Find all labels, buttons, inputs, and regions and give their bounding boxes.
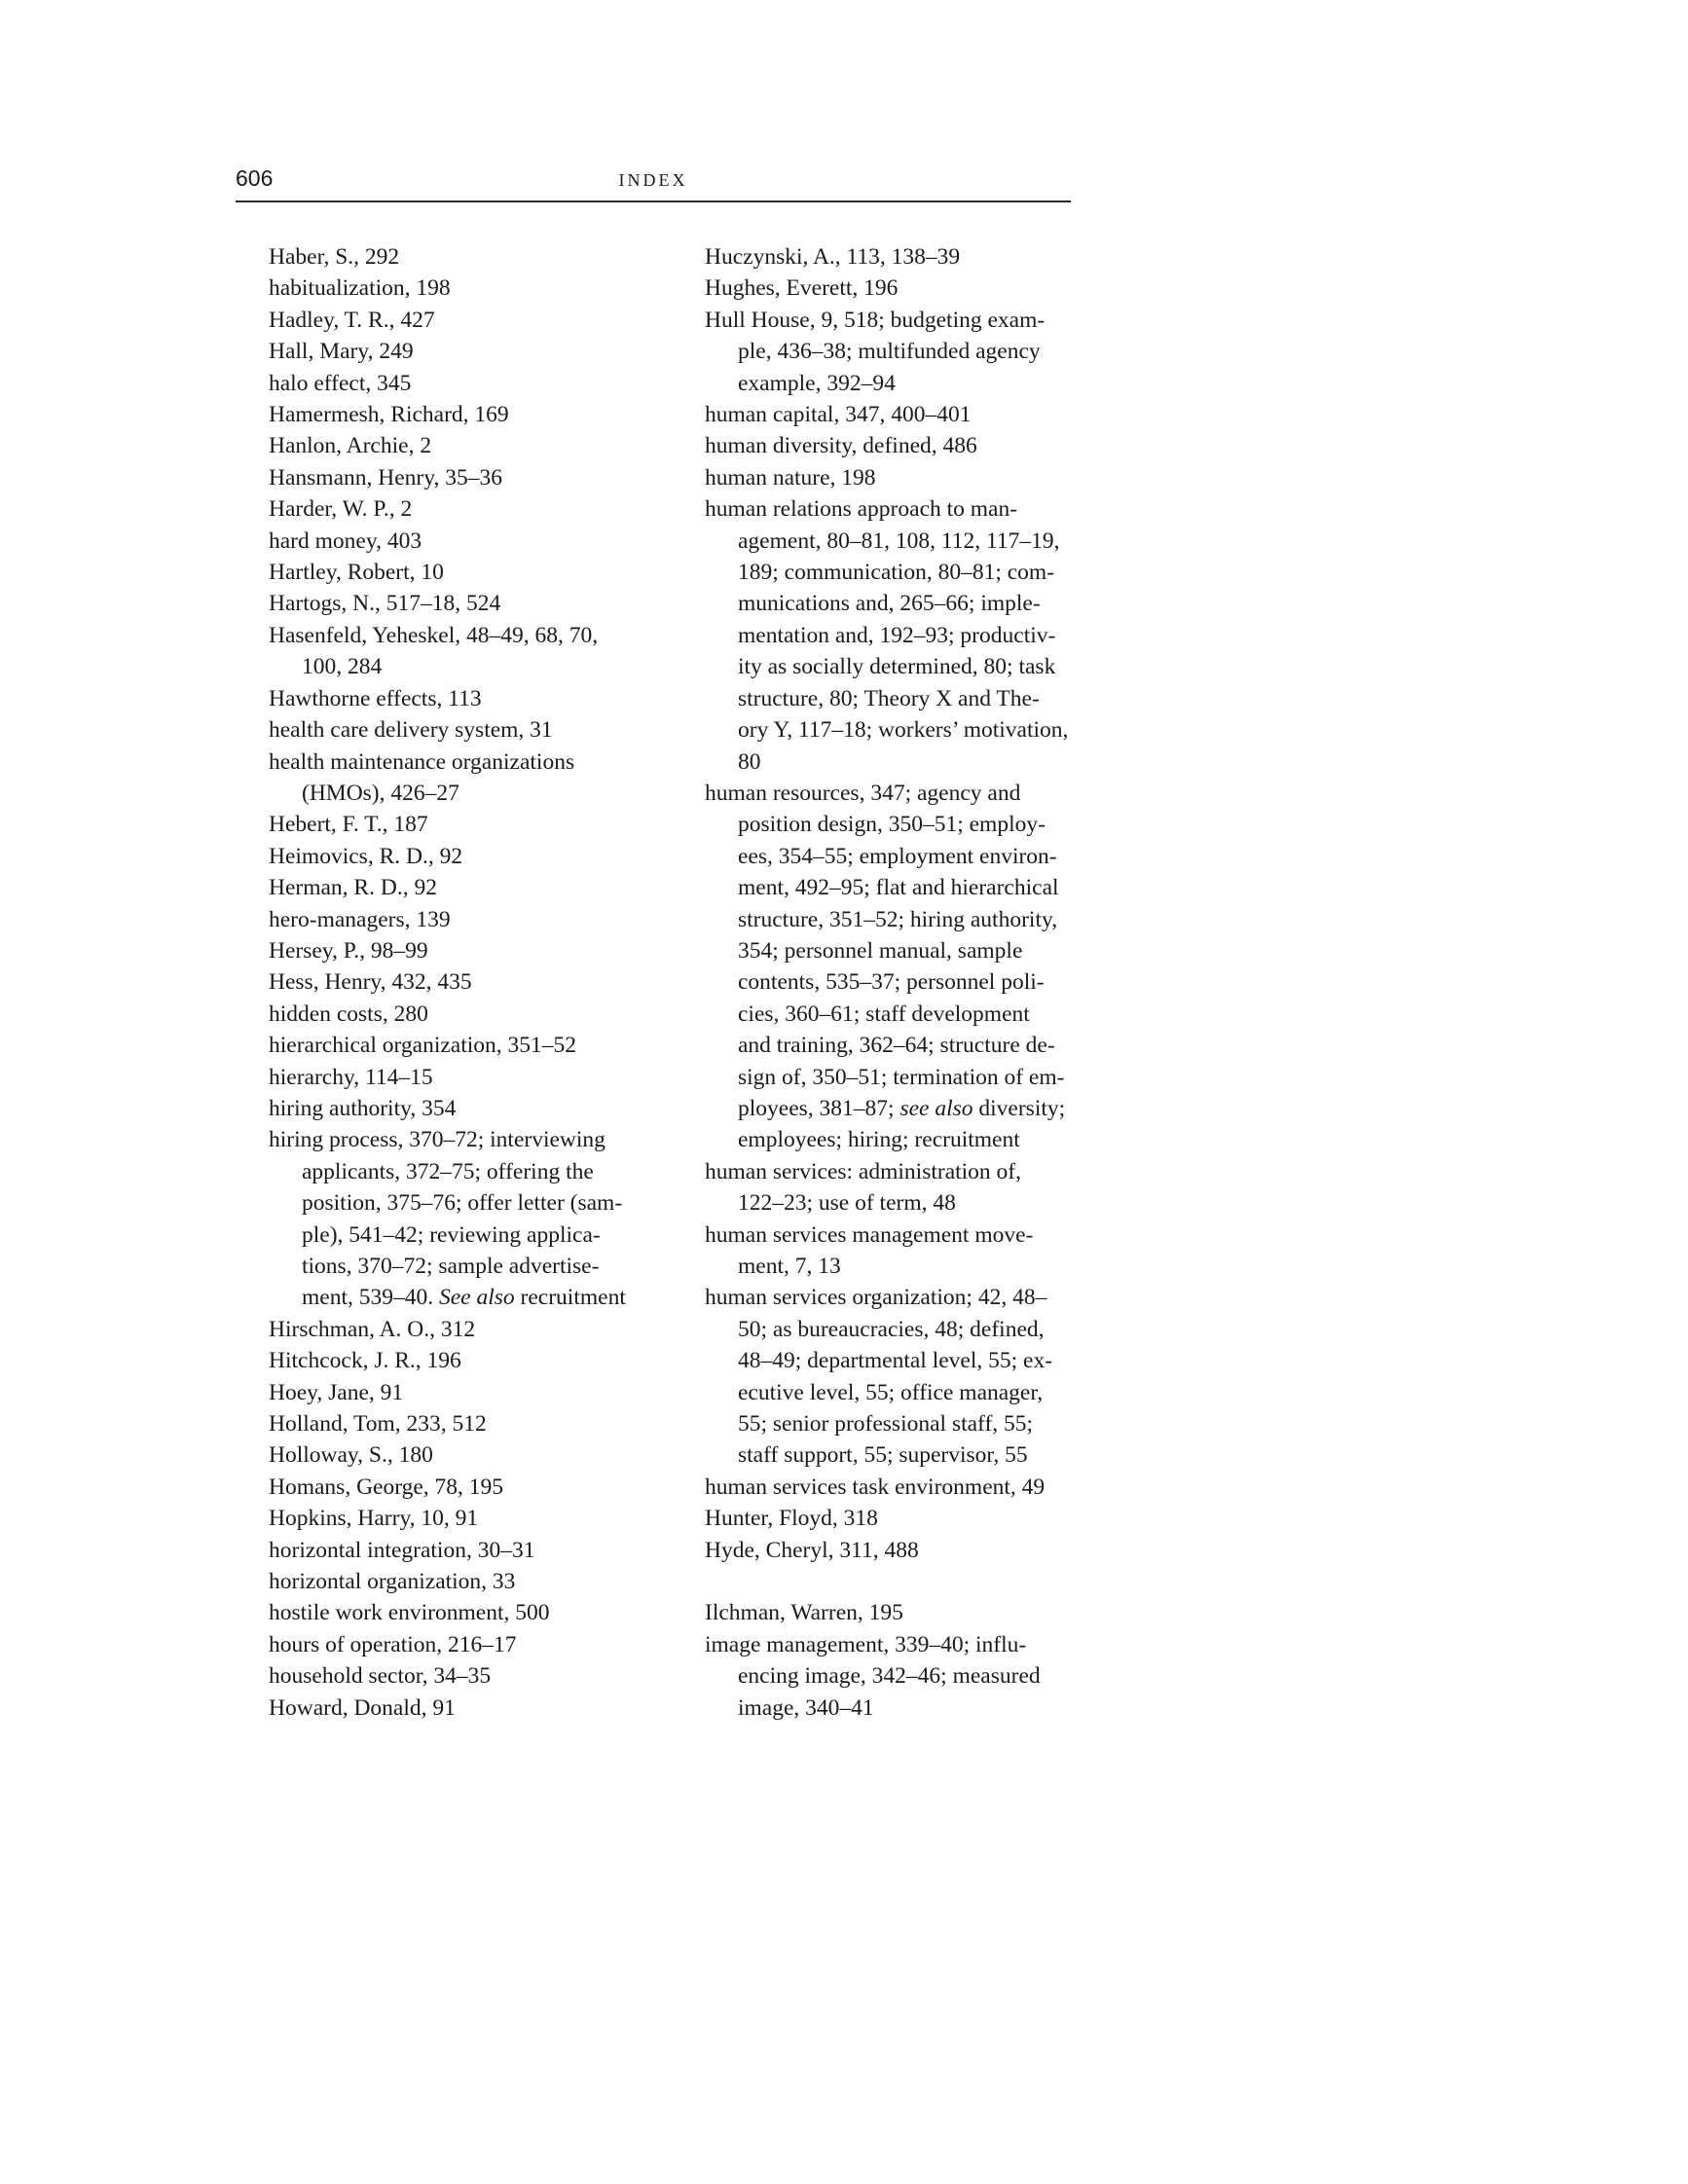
index-entry-continuation: staff support, 55; supervisor, 55 (738, 1442, 1028, 1469)
index-entry-continuation: 354; personnel manual, sample (738, 937, 1023, 964)
index-entry-continuation: ory Y, 117–18; workers’ motivation, (738, 717, 1069, 744)
index-entry-line: human capital, 347, 400–401 (705, 402, 972, 428)
index-entry-continuation: contents, 535–37; personnel poli- (738, 969, 1045, 996)
index-entry (672, 1535, 1081, 1566)
index-entry-line: Hess, Henry, 432, 435 (269, 969, 472, 996)
page-header (236, 164, 1071, 202)
index-entry-continuation: encing image, 342–46; measured (738, 1663, 1041, 1690)
index-entry-line: Hirschman, A. O., 312 (269, 1316, 476, 1342)
index-entry (236, 1345, 642, 1376)
index-entry-continuation: ity as socially determined, 80; task (738, 654, 1056, 680)
index-entry (236, 714, 642, 746)
index-entry-line: halo effect, 345 (269, 370, 412, 396)
index-entry-continuation: ple, 436–38; multifunded agency (738, 339, 1041, 365)
running-head: INDEX (618, 170, 688, 190)
index-entry-continuation: ployees, 381–87; see also diversity; (738, 1095, 1066, 1121)
index-entry (236, 493, 642, 525)
index-entry (236, 904, 642, 935)
index-entry (236, 462, 642, 493)
index-entry-line: hiring authority, 354 (269, 1095, 457, 1121)
index-entry-line: household sector, 34–35 (269, 1663, 492, 1690)
index-entry (672, 241, 1081, 273)
index-entry (236, 1377, 642, 1408)
index-entry (672, 1629, 1081, 1724)
index-entry (672, 462, 1081, 493)
index-entry-line: Hartogs, N., 517–18, 524 (269, 591, 501, 617)
index-entry-line: human resources, 347; agency and (705, 780, 1021, 806)
index-entry (236, 1597, 642, 1628)
index-entry (236, 1535, 642, 1566)
index-entry-line: Hull House, 9, 518; budgeting exam- (705, 307, 1046, 333)
index-entry-continuation: agement, 80–81, 108, 112, 117–19, (738, 528, 1060, 554)
index-entry-line: hidden costs, 280 (269, 1001, 428, 1027)
index-entry-line: Ilchman, Warren, 195 (705, 1600, 903, 1626)
index-entry (672, 1156, 1081, 1219)
index-entry (236, 999, 642, 1030)
index-entry-continuation: 55; senior professional staff, 55; (738, 1411, 1034, 1438)
index-entry-line: Heimovics, R. D., 92 (269, 843, 463, 869)
index-entry-line: Hadley, T. R., 427 (269, 307, 435, 333)
index-entry-continuation: employees; hiring; recruitment (738, 1127, 1020, 1153)
index-entry-line: human nature, 198 (705, 464, 876, 491)
index-entry (236, 399, 642, 430)
index-entry-continuation: 80 (738, 748, 761, 775)
index-entry (672, 493, 1081, 778)
index-entry-line: hostile work environment, 500 (269, 1600, 550, 1626)
index-entry-continuation: ment, 492–95; flat and hierarchical (738, 875, 1059, 901)
index-entry-continuation: 48–49; departmental level, 55; ex- (738, 1348, 1053, 1374)
index-entry-continuation: ment, 539–40. See also recruitment (302, 1285, 626, 1311)
index-entry-continuation: 189; communication, 80–81; com- (738, 560, 1055, 586)
index-entry-line: Hunter, Floyd, 318 (705, 1506, 878, 1532)
index-entry (236, 841, 642, 872)
index-entry-continuation: munications and, 265–66; imple- (738, 591, 1041, 617)
index-entry-line: Haber, S., 292 (269, 244, 400, 270)
index-entry (672, 430, 1081, 461)
index-entry (236, 305, 642, 336)
index-entry-line: Hartley, Robert, 10 (269, 560, 444, 586)
index-entry (236, 966, 642, 998)
index-entry-line: human services task environment, 49 (705, 1474, 1046, 1500)
index-entry (672, 273, 1081, 304)
index-entry-line: Hughes, Everett, 196 (705, 275, 899, 302)
index-entry (236, 1660, 642, 1692)
index-entry-line: hierarchical organization, 351–52 (269, 1033, 577, 1059)
index-entry-continuation: example, 392–94 (738, 370, 896, 396)
index-entry (672, 778, 1081, 1156)
index-entry-continuation: mentation and, 192–93; productiv- (738, 622, 1056, 648)
index-entry-continuation: position design, 350–51; employ- (738, 812, 1046, 838)
index-entry (236, 1503, 642, 1534)
index-entry-line: hard money, 403 (269, 528, 422, 554)
index-entry-continuation: structure, 351–52; hiring authority, (738, 906, 1058, 932)
index-entry-line: Herman, R. D., 92 (269, 875, 437, 901)
index-entry-line: habitualization, 198 (269, 275, 451, 302)
index-entry-line: hiring process, 370–72; interviewing (269, 1127, 605, 1153)
index-entry-continuation: position, 375–76; offer letter (sam- (302, 1190, 623, 1217)
index-entry-continuation: (HMOs), 426–27 (302, 780, 459, 806)
index-entry-line: Hall, Mary, 249 (269, 339, 414, 365)
index-entry-line: Huczynski, A., 113, 138–39 (705, 244, 961, 270)
index-entry-line: hero-managers, 139 (269, 906, 451, 932)
index-entry-continuation: ecutive level, 55; office manager, (738, 1379, 1044, 1405)
index-column-right (672, 241, 1081, 1724)
index-entry-continuation: sign of, 350–51; termination of em- (738, 1064, 1065, 1090)
index-entry-line: Hyde, Cheryl, 311, 488 (705, 1537, 919, 1563)
index-entry (672, 1282, 1081, 1471)
index-entry-line: Harder, W. P., 2 (269, 496, 413, 523)
index-entry-line: Hanlon, Archie, 2 (269, 433, 432, 459)
index-entry (236, 336, 642, 367)
index-entry-line: Hitchcock, J. R., 196 (269, 1348, 461, 1374)
index-entry-line: horizontal integration, 30–31 (269, 1537, 535, 1563)
index-entry-continuation: cies, 360–61; staff development (738, 1001, 1030, 1027)
index-entry (236, 1472, 642, 1503)
index-entry (236, 273, 642, 304)
index-entry (236, 1408, 642, 1439)
index-entry-line: Hamermesh, Richard, 169 (269, 402, 509, 428)
index-column-left (236, 241, 642, 1724)
index-entry-line: Homans, George, 78, 195 (269, 1474, 504, 1500)
index-entry-line: Hebert, F. T., 187 (269, 812, 428, 838)
index-entry-line: image management, 339–40; influ- (705, 1631, 1027, 1657)
index-entry (236, 1030, 642, 1061)
index-entry (236, 430, 642, 461)
index-entry-line: Howard, Donald, 91 (269, 1694, 456, 1721)
index-entry-continuation: image, 340–41 (738, 1694, 874, 1721)
index-entry-line: human relations approach to man- (705, 496, 1018, 523)
index-letter-gap (672, 1566, 1081, 1597)
index-entry (236, 588, 642, 619)
index-entry (236, 809, 642, 840)
index-entry-line: hierarchy, 114–15 (269, 1064, 433, 1090)
index-entry-continuation: tions, 370–72; sample advertise- (302, 1254, 600, 1279)
index-entry-continuation: ple), 541–42; reviewing applica- (302, 1221, 601, 1248)
index-entry (236, 683, 642, 714)
index-entry (236, 1439, 642, 1471)
index-entry (672, 1503, 1081, 1534)
index-entry (236, 1629, 642, 1660)
index-entry-line: human services organization; 42, 48– (705, 1285, 1047, 1311)
index-entry (236, 241, 642, 273)
index-entry (672, 305, 1081, 399)
index-entry-continuation: structure, 80; Theory X and The- (738, 685, 1040, 711)
index-entry (236, 935, 642, 966)
index-entry (236, 746, 642, 810)
index-entry-line: Holland, Tom, 233, 512 (269, 1411, 487, 1438)
index-entry (236, 557, 642, 588)
index-entry-line: human services management move- (705, 1221, 1034, 1248)
index-entry (236, 1124, 642, 1313)
index-entry (236, 620, 642, 683)
index-entry-continuation: 122–23; use of term, 48 (738, 1190, 956, 1217)
index-entry-line: Hoey, Jane, 91 (269, 1379, 404, 1405)
index-entry-continuation: 50; as bureaucracies, 48; defined, (738, 1316, 1045, 1342)
index-entry (236, 368, 642, 399)
index-entry-line: hours of operation, 216–17 (269, 1631, 517, 1657)
index-entry-line: Hansmann, Henry, 35–36 (269, 464, 502, 491)
index-entry (236, 1693, 642, 1724)
index-entry-line: human services: administration of, (705, 1158, 1022, 1184)
index-entry-continuation: ment, 7, 13 (738, 1254, 841, 1279)
index-entry-line: health care delivery system, 31 (269, 717, 553, 744)
index-entry (236, 526, 642, 557)
index-entry (672, 1597, 1081, 1628)
index-entry (236, 1093, 642, 1124)
index-entry-continuation: ees, 354–55; employment environ- (738, 843, 1057, 869)
index-entry (236, 1566, 642, 1597)
index-entry-line: Hersey, P., 98–99 (269, 937, 428, 964)
index-entry-line: health maintenance organizations (269, 748, 575, 775)
index-entry-line: Hawthorne effects, 113 (269, 685, 482, 711)
index-entry (672, 399, 1081, 430)
index-entry-continuation: 100, 284 (302, 654, 383, 680)
index-entry (236, 1062, 642, 1093)
index-entry-line: Holloway, S., 180 (269, 1442, 433, 1469)
index-entry (236, 1314, 642, 1345)
page-number: 606 (236, 165, 274, 191)
index-entry (672, 1219, 1081, 1283)
index-entry-line: horizontal organization, 33 (269, 1569, 516, 1595)
index-entry (236, 872, 642, 903)
index-entry-line: Hasenfeld, Yeheskel, 48–49, 68, 70, (269, 622, 599, 648)
index-entry (672, 1472, 1081, 1503)
index-entry-continuation: applicants, 372–75; offering the (302, 1158, 594, 1184)
index-entry-line: human diversity, defined, 486 (705, 433, 977, 459)
index-entry-line: Hopkins, Harry, 10, 91 (269, 1506, 479, 1532)
index-entry-continuation: and training, 362–64; structure de- (738, 1033, 1055, 1059)
